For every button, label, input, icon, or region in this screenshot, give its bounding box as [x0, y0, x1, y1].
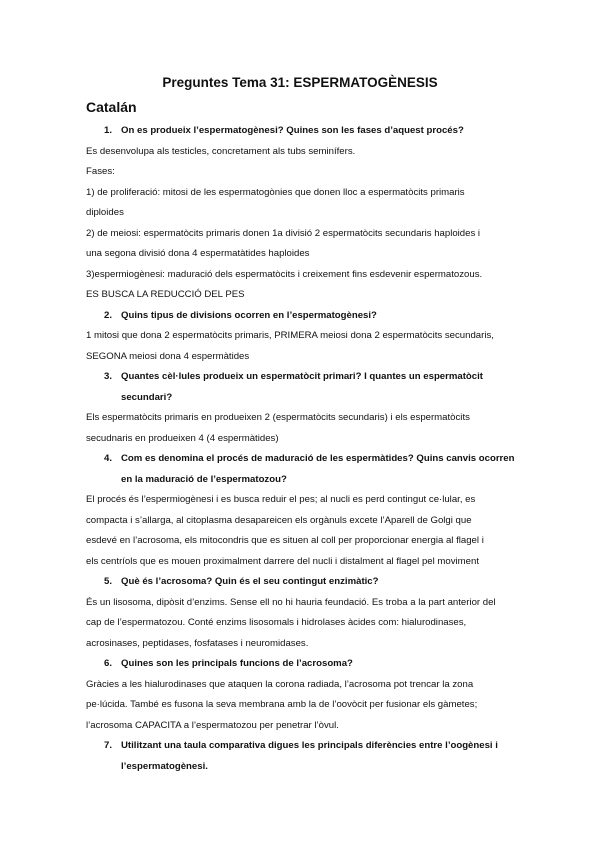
question — [86, 654, 526, 675]
answer-line: SEGONA meiosi dona 4 espermàtides — [86, 350, 250, 362]
answer-line: diploides — [86, 207, 124, 218]
question — [86, 306, 526, 327]
question-text: Què és l’acrosoma? Quin és el seu contingut enzimàtic? — [121, 576, 379, 587]
question-number: 3. — [104, 371, 113, 382]
answer-line: els centríols que es mouen proximalment darrere del nucli i distalment al flagel pel moviment — [86, 555, 479, 567]
answer-line: 2) de meiosi: espermatòcits primaris donen 1a divisió 2 espermatòcits secundaris haploides i — [86, 227, 481, 239]
answer-line: cap de l’espermatozou. Conté enzims lisosomals i hidrolases àcides com: hialurodinases, — [86, 617, 467, 628]
answer-line: Es desenvolupa als testicles, concretament als tubs seminífers. — [86, 145, 356, 157]
question — [86, 572, 526, 593]
document-body — [86, 121, 526, 777]
question — [86, 367, 526, 388]
question-number: 2. — [104, 309, 113, 321]
answer-line: 3)espermiogènesi: maduració dels espermatòcits i creixement fins esdevenir espermatozous. — [86, 268, 483, 280]
question-text: l’espermatogènesi. — [121, 760, 208, 772]
question-number: 4. — [104, 453, 113, 464]
answer-line: esdevé en l’acrosoma, els mitocondris que es situen al coll per proporcionar energia al flagel i — [86, 535, 484, 546]
question-number: 5. — [104, 576, 113, 587]
question-text: secundari? — [121, 391, 173, 403]
question-text: Quins tipus de divisions ocorren en l’espermatogènesi? — [121, 309, 377, 321]
section-heading: Catalán — [86, 99, 137, 115]
answer-line: Els espermatòcits primaris en produeixen 2 (espermatòcits secundaris) i els espermatòcits — [86, 412, 470, 423]
question — [86, 449, 526, 470]
answer-line: una segona divisió dona 4 espermatàtides haploides — [86, 248, 310, 259]
answer-line: És un lisosoma, dipòsit d’enzims. Sense ell no hi hauria feundació. Es troba a la part anterior del — [86, 596, 496, 608]
question-number: 6. — [104, 658, 113, 669]
answer-line: acrosinases, peptidases, fosfatases i neuromidases. — [86, 637, 309, 649]
question-text: Quines son les principals funcions de l’acrosoma? — [121, 658, 353, 669]
answer-line: pe·lúcida. També es fusona la seva membrana amb la de l’oovòcit per fusionar els gàmetes; — [86, 699, 478, 710]
answer-line: Fases: — [86, 166, 115, 177]
question-text: en la maduració de l’espermatozou? — [121, 473, 287, 485]
question-number: 7. — [104, 740, 113, 751]
answer-line: 1) de proliferació: mitosi de les espermatogònies que donen lloc a espermatòcits primaris — [86, 186, 465, 198]
question-text: On es produeix l’espermatogènesi? Quines son les fases d’aquest procés? — [121, 125, 464, 136]
question-text: Quantes cèl·lules produeix un espermatòcit primari? I quantes un espermatòcit — [121, 371, 483, 382]
document-title: Preguntes Tema 31: ESPERMATOGÈNESIS — [162, 75, 438, 90]
answer-line: Gràcies a les hialurodinases que ataquen la corona radiada, l’acrosoma pot trencar la zona — [86, 678, 474, 690]
question — [86, 121, 526, 142]
question-text: Com es denomina el procés de maduració de les espermàtides? Quins canvis ocorren — [121, 453, 515, 464]
answer-line: secudnaris en produeixen 4 (4 espermàtides) — [86, 432, 279, 444]
answer-line: l’acrosoma CAPACITA a l’espermatozou per penetrar l’òvul. — [86, 719, 339, 731]
answer-line: ES BUSCA LA REDUCCIÓ DEL PES — [86, 289, 245, 300]
answer-line: 1 mitosi que dona 2 espermatòcits primaris, PRIMERA meiosi dona 2 espermatòcits secundaris, — [86, 330, 494, 341]
answer-line: compacta i s’allarga, al citoplasma desapareicen els orgànuls excete l’Aparell de Golgi que — [86, 514, 472, 526]
answer-line: El procés és l’espermiogènesi i es busca reduir el pes; al nucli es perd contingut ce·lular, es — [86, 494, 476, 505]
question-text: Utilitzant una taula comparativa digues les principals diferències entre l’oogènesi i — [121, 740, 498, 751]
question-number: 1. — [104, 125, 113, 136]
question — [86, 736, 526, 757]
